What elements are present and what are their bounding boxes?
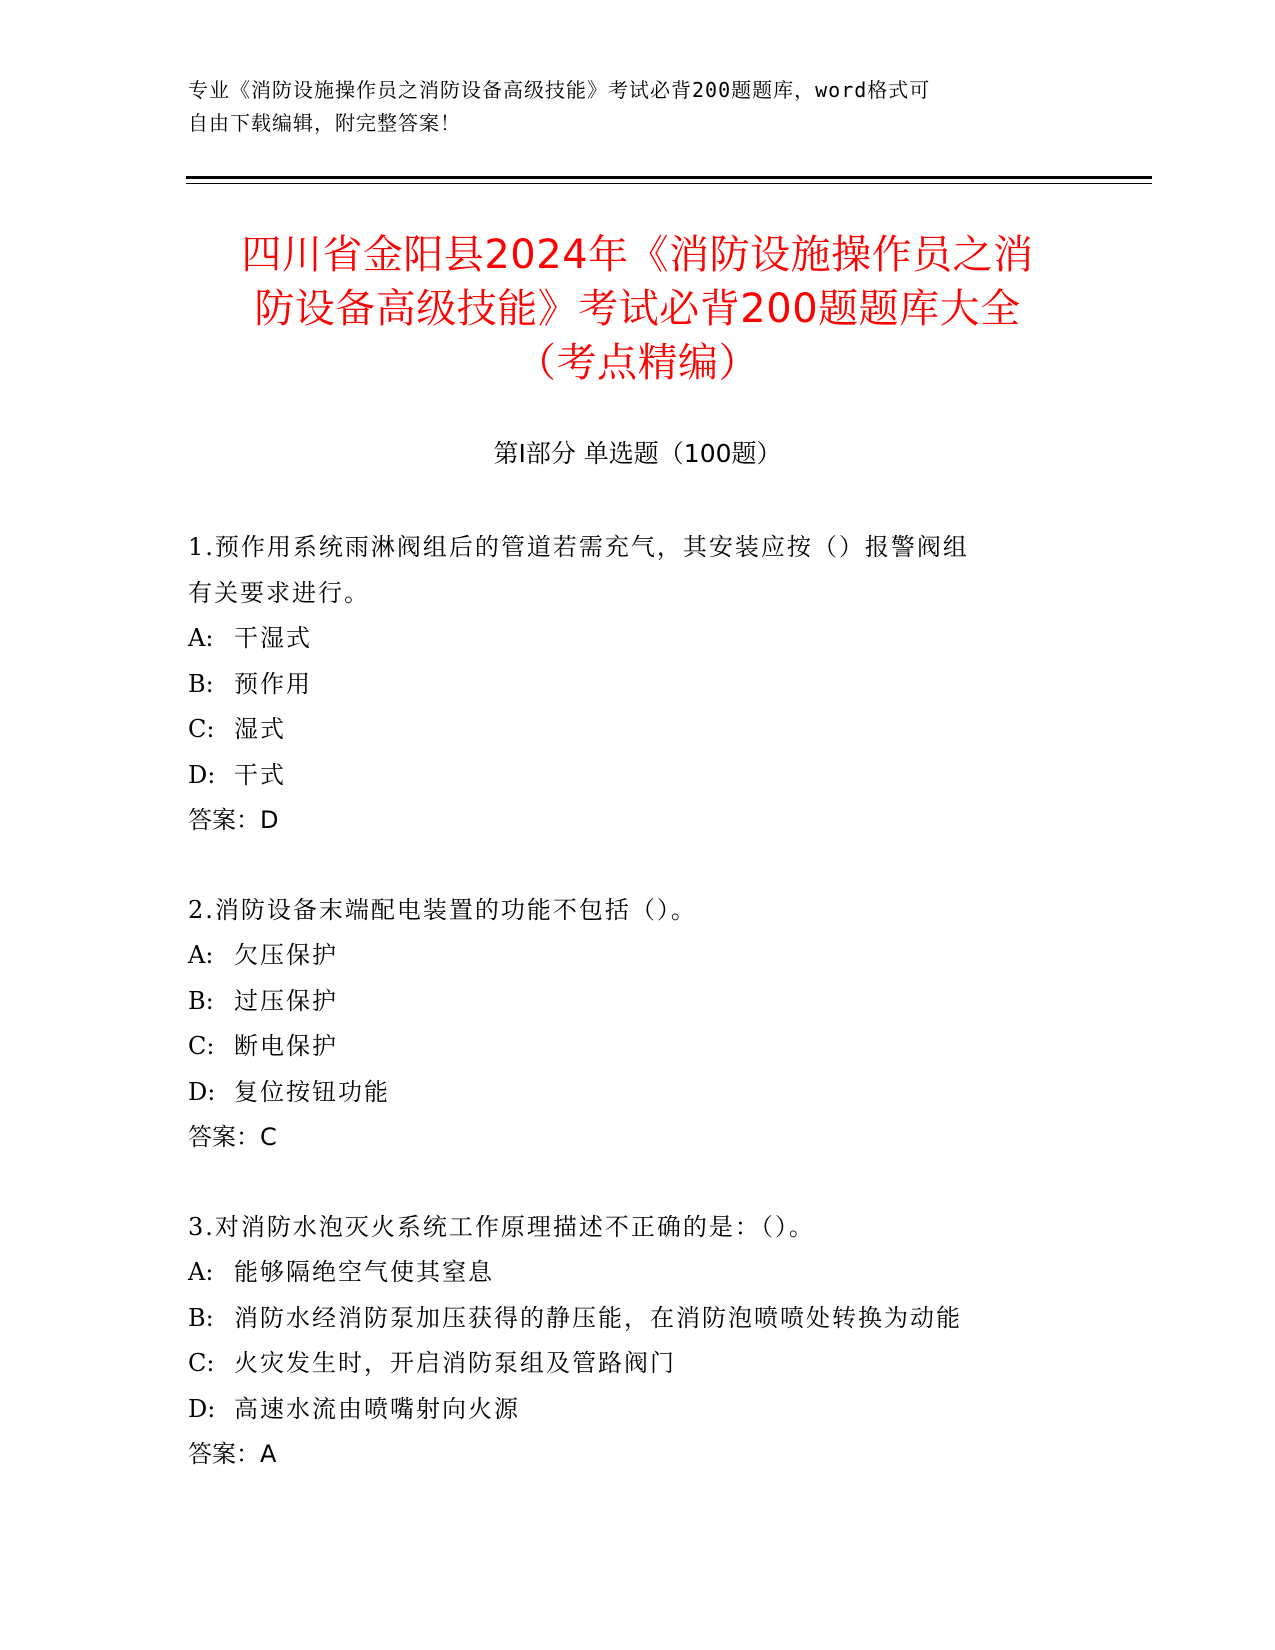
- option-c: [188, 707, 1088, 753]
- option-a: [188, 933, 1088, 979]
- option-text: 能够隔绝空气使其窒息: [234, 1258, 494, 1286]
- question-text: 3.对消防水泡灭火系统工作原理描述不正确的是：（）。: [188, 1212, 815, 1241]
- option-key: B:: [188, 669, 214, 698]
- header-note-line-2: 自由下载编辑，附完整答案！: [188, 111, 461, 135]
- option-c: [188, 1341, 1088, 1387]
- option-key: C:: [188, 715, 215, 743]
- document-title-line-3: （考点精编）: [516, 340, 759, 386]
- option-key: D:: [188, 1394, 216, 1423]
- option-key: D:: [188, 760, 216, 789]
- option-text: 消防水经消防泵加压获得的静压能，在消防泡喷喷处转换为动能: [234, 1303, 962, 1332]
- option-b: [188, 662, 1088, 708]
- option-b: [188, 979, 1088, 1025]
- option-d: [188, 1387, 1088, 1433]
- option-key: B:: [188, 986, 214, 1015]
- document-title: [150, 228, 1125, 390]
- question-text: 1.预作用系统雨淋阀组后的管道若需充气，其安装应按（）报警阀组: [188, 533, 969, 561]
- option-text: 高速水流由喷嘴射向火源: [234, 1394, 520, 1423]
- answer: 答案：C: [188, 1123, 277, 1151]
- option-key: C:: [188, 1032, 215, 1060]
- option-a: [188, 616, 1088, 662]
- option-key: A:: [188, 624, 214, 652]
- option-d: [188, 1070, 1088, 1116]
- option-key: C:: [188, 1349, 215, 1377]
- option-key: B:: [188, 1303, 214, 1332]
- question-3: [188, 1205, 1088, 1478]
- option-text: 断电保护: [234, 1032, 338, 1060]
- document-title-line-2: 防设备高级技能》考试必背200题题库大全: [254, 286, 1021, 332]
- header-note-line-1: 专业《消防设施操作员之消防设备高级技能》考试必背200题题库，word格式可: [188, 78, 931, 102]
- option-key: A:: [188, 941, 214, 969]
- option-b: [188, 1296, 1088, 1342]
- question-1: [188, 525, 1088, 844]
- question-text: 2.消防设备末端配电装置的功能不包括（）。: [188, 895, 697, 924]
- question-text-continued: 有关要求进行。: [188, 578, 370, 607]
- option-text: 干湿式: [234, 624, 312, 652]
- header-note: [188, 74, 1088, 140]
- header-divider-thin: [186, 183, 1152, 184]
- option-a: [188, 1250, 1088, 1296]
- option-text: 欠压保护: [234, 941, 338, 969]
- option-text: 过压保护: [234, 986, 338, 1015]
- option-text: 干式: [234, 760, 286, 789]
- option-d: [188, 753, 1088, 799]
- section-title: 第Ⅰ部分 单选题（100题）: [493, 439, 782, 468]
- option-text: 火灾发生时，开启消防泵组及管路阀门: [234, 1349, 676, 1377]
- option-c: [188, 1024, 1088, 1070]
- header-divider-thick: [186, 176, 1152, 179]
- answer: 答案：A: [188, 1440, 277, 1468]
- option-text: 复位按钮功能: [234, 1077, 390, 1106]
- option-text: 预作用: [234, 669, 312, 698]
- question-2: [188, 888, 1088, 1161]
- answer: 答案：D: [188, 806, 279, 834]
- option-text: 湿式: [234, 715, 286, 743]
- option-key: A:: [188, 1258, 214, 1286]
- option-key: D:: [188, 1077, 216, 1106]
- question-list: [188, 525, 1088, 1522]
- document-title-line-1: 四川省金阳县2024年《消防设施操作员之消: [241, 232, 1034, 278]
